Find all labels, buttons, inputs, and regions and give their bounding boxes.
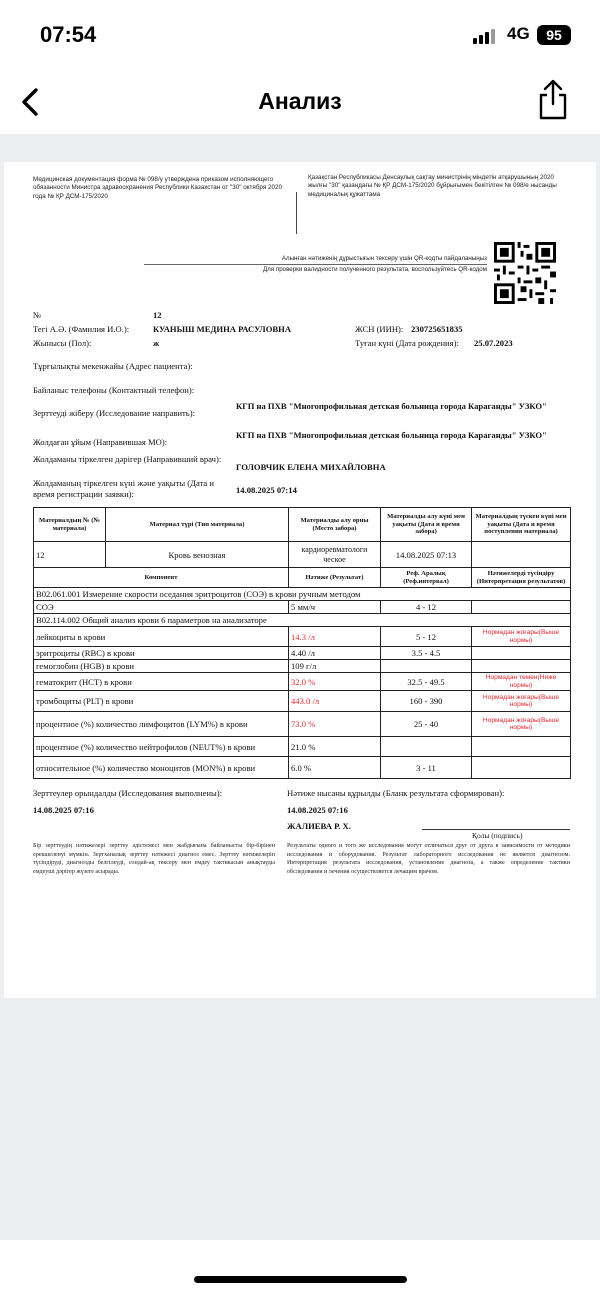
page-title: Анализ [258, 88, 342, 114]
row-name: СОЭ [34, 601, 289, 614]
sex-label: Жынысы (Пол): [33, 338, 92, 348]
status-time: 07:54 [40, 22, 97, 47]
res-header-interp: Нәтижелерді түсіндіру (Интерпретация результатов) [472, 568, 571, 588]
row-name: процентное (%) количество нейтрофилов (NEUT%) в крови [34, 737, 289, 757]
table-row [34, 712, 571, 737]
formed-label: Нәтиже нысаны құрылды (Бланк результата сформирован): [287, 788, 505, 798]
signature-line [422, 829, 570, 830]
row-result: 21.0 % [289, 737, 381, 757]
mat-header-number: Материалдың № (№ материала) [34, 508, 106, 542]
address-label: Тұрғылықты мекенжайы (Адрес пациента): [33, 361, 193, 371]
doctor-value: ГОЛОВЧИК ЕЛЕНА МИХАЙЛОВНА [236, 462, 386, 472]
referral-value: КГП на ПХВ "Многопрофильная детская больница города Караганды" УЗКО" [236, 401, 547, 411]
number-label: № [33, 310, 42, 320]
sex-value: ж [153, 338, 160, 348]
row-result: 32.0 % [289, 673, 381, 691]
row-ref: 32.5 - 49.5 [381, 673, 472, 691]
header-divider [296, 192, 297, 234]
row-interp: Нормадан төмен(Ниже нормы) [472, 673, 571, 691]
reg-value: 14.08.2025 07:14 [236, 485, 297, 495]
row-result: 4.40 /л [289, 647, 381, 660]
row-interp [472, 647, 571, 660]
row-result: 443.0 /л [289, 691, 381, 712]
doctor-label: Жолдаманы тіркелген дәрігер (Направивший врач): [33, 454, 222, 464]
row-name: гематокрит (HCT) в крови [34, 673, 289, 691]
mat-received [472, 542, 571, 568]
signal-icon [473, 28, 497, 44]
mat-place: кардиоревматологи ческое [289, 542, 381, 568]
row-ref: 160 - 390 [381, 691, 472, 712]
row-interp [472, 737, 571, 757]
signature-label: Қолы (подпись) [472, 831, 523, 840]
mo-value: КГП на ПХВ "Многопрофильная детская больница города Караганды" УЗКО" [236, 430, 547, 440]
group-cbc: B02.114.002 Общий анализ крови 6 параметров на анализаторе [34, 614, 571, 627]
table-row [34, 647, 571, 660]
row-result: 5 мм/ч [289, 601, 381, 614]
mo-label: Жолдаған ұйым (Направившая МО): [33, 437, 168, 447]
row-ref: 25 - 40 [381, 712, 472, 737]
iin-label: ЖСН (ИИН): [355, 324, 404, 334]
group-soe: B02.061.001 Измерение скорости оседания эритроцитов (СОЭ) в крови ручным методом [34, 588, 571, 601]
row-ref [381, 660, 472, 673]
row-name: процентное (%) количество лимфоцитов (LYM%) в крови [34, 712, 289, 737]
table-row [34, 627, 571, 647]
status-bar [0, 0, 600, 70]
mat-number: 12 [34, 542, 106, 568]
table-row [34, 691, 571, 712]
formed-value: 14.08.2025 07:16 [287, 805, 348, 815]
mat-header-type: Материал түрі (Тип материала) [106, 508, 289, 542]
share-icon[interactable] [533, 78, 573, 122]
row-interp [472, 601, 571, 614]
mat-header-received: Материалдың түскен күні мен уақыты (Дата и время поступления материала) [472, 508, 571, 542]
res-header-result: Нәтиже (Результат) [289, 568, 381, 588]
table-row [34, 757, 571, 779]
res-header-ref: Реф. Аралық (Реф.интервал) [381, 568, 472, 588]
row-ref [381, 737, 472, 757]
mat-collected: 14.08.2025 07:13 [381, 542, 472, 568]
table-row [34, 737, 571, 757]
row-ref: 3 - 11 [381, 757, 472, 779]
row-name: гемоглобин (HGB) в крови [34, 660, 289, 673]
mat-header-collected: Материалды алу күні мен уақыты (Дата и время забора) [381, 508, 472, 542]
header-right: Қазақстан Республикасы Денсаулық сақтау министрінің міндетін атқарушының 2020 жылғы "30" қазандағы № ҚР ДСМ-175/2020 бұйрығымен бекітілген № 098/е нысанды медициналық құжаттама [308, 174, 557, 198]
row-interp: Нормадан жоғары(Выше нормы) [472, 691, 571, 712]
row-result: 14.3 /л [289, 627, 381, 647]
res-header-component: Компонент [34, 568, 289, 588]
row-result: 6.0 % [289, 757, 381, 779]
table-row [34, 673, 571, 691]
row-ref: 4 - 12 [381, 601, 472, 614]
header-left: Медицинская документация форма № 098/у утверждена приказом исполняющего обязанности Министра здравоохранения Республики Казахстан от "30" октября 2020 года № ҚР ДСМ-175/2020 [33, 176, 283, 200]
dob-label: Туған күні (Дата рождения): [355, 338, 459, 348]
network-type: 4G [507, 24, 530, 43]
row-interp [472, 757, 571, 779]
row-name: относительное (%) количество моноцитов (MON%) в крови [34, 757, 289, 779]
row-ref: 5 - 12 [381, 627, 472, 647]
row-result: 73.0 % [289, 712, 381, 737]
lab-result-document [4, 162, 596, 998]
phone-label: Байланыс телефоны (Контактный телефон): [33, 385, 195, 395]
dob-value: 25.07.2023 [474, 338, 513, 348]
qr-hint-ru: Для проверки валидности полученного результата, воспользуйтесь QR-кодом [144, 264, 487, 273]
material-table [33, 507, 571, 568]
done-label: Зерттеулер орындалды (Исследования выполнены): [33, 788, 223, 798]
number-value: 12 [153, 310, 162, 320]
row-name: лейкоциты в крови [34, 627, 289, 647]
table-row [34, 660, 571, 673]
row-name: эритроциты (RBC) в крови [34, 647, 289, 660]
referral-label: Зерттеуді жіберу (Исследование направить): [33, 408, 195, 418]
qr-hint-kk: Алынған нәтиженің дұрыстығын тексеру үшін QR-кодты пайдаланыңыз [281, 255, 487, 262]
row-interp [472, 660, 571, 673]
row-interp: Нормадан жоғары(Выше нормы) [472, 712, 571, 737]
reg-label: Жолдаманың тіркелген күні және уақыты (Дата и время регистрации заявки): [33, 478, 214, 499]
footer-note-ru: Результаты одного и того же исследования могут отличаться друг от друга в зависимости от методики исследования и оборудования. Результат лабораторного исследования не является диагнозом. Интерпретация результата исследования, установление диагноза, а также определение тактики обследования и лечения осуществляется лечащим врачом. [287, 843, 570, 875]
navigation-bar [0, 70, 600, 134]
done-value: 14.08.2025 07:16 [33, 805, 94, 815]
iin-value: 230725651835 [411, 324, 463, 334]
home-indicator[interactable] [194, 1276, 407, 1283]
mat-type: Кровь венозная [106, 542, 289, 568]
results-table [33, 567, 571, 779]
table-row [34, 601, 571, 614]
qr-code-icon[interactable] [492, 242, 558, 304]
row-name: тромбоциты (PLT) в крови [34, 691, 289, 712]
mat-header-place: Материалды алу орны (Место забора) [289, 508, 381, 542]
footer-note-kk: Бір зерттеудің нәтижелері зерттеу әдістемесі мен жабдығына байланысты бір-бірінен ерекшеленуі мүмкін. Зертханалық зерттеу нәтижесі диагноз емес. Зерттеу нәтижелерін түсіндіруді, диагнозды белгілеуді, сондай-ақ тексеру мен емдеу тактикасын анықтауды емдеуші дәрігер жүзеге асырады. [33, 843, 275, 875]
signer-name: ЖАЛИЕВА Р. Х. [287, 821, 351, 831]
row-result: 109 г/л [289, 660, 381, 673]
row-interp: Нормадан жоғары(Выше нормы) [472, 627, 571, 647]
fio-value: КУАНЫШ МЕДИНА РАСУЛОВНА [153, 324, 292, 334]
battery-icon: 95 [537, 25, 571, 45]
row-ref: 3.5 - 4.5 [381, 647, 472, 660]
fio-label: Тегі А.Ә. (Фамилия И.О.): [33, 324, 130, 334]
